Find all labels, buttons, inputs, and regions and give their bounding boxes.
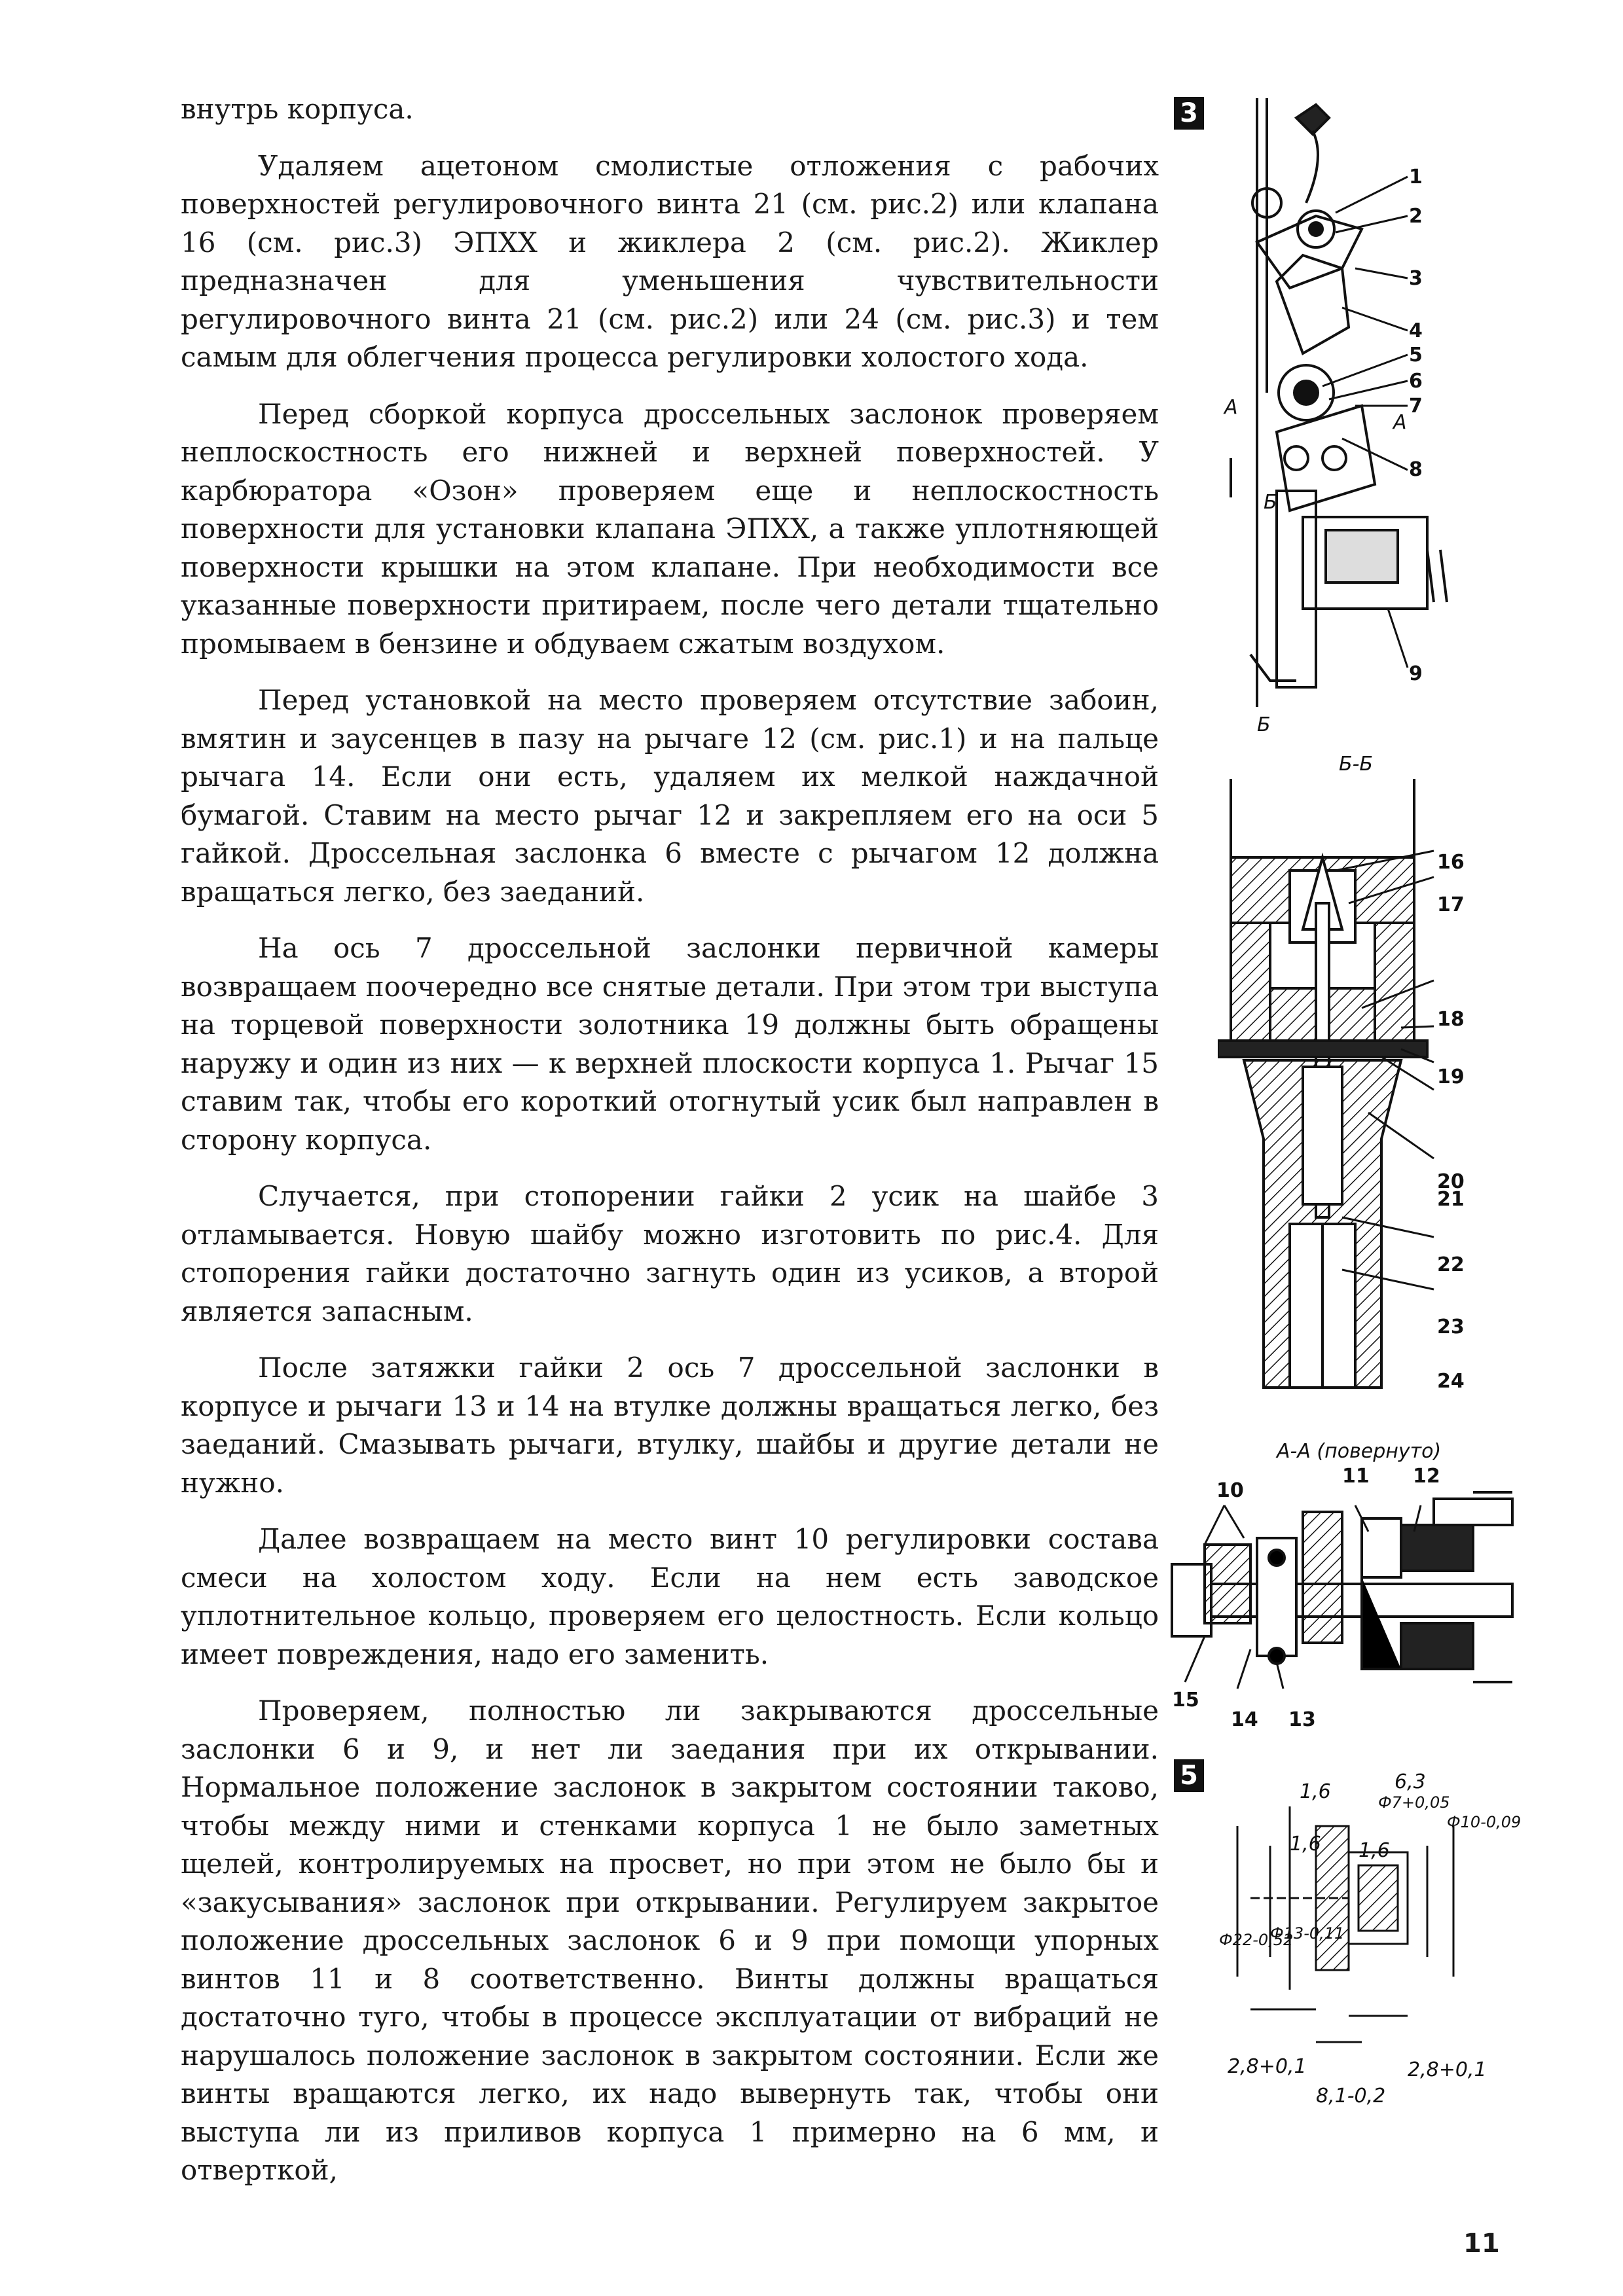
callout-6: 6 [1409,370,1423,393]
paragraph: Перед установкой на место проверяем отсутствие забоин, вмятин и заусенцев в пазу на рычаге 12 (см. рис.1) и на пальце рычага 14. Если они есть, удаляем их мелкой наждачной бумагой. Ставим на место рычаг 12 и закрепляем его на оси 5 гайкой. Дроссельная заслонка 6 вместе с рычагом 12 должна вращаться легко, без заеданий. [181,684,1159,908]
callout-5: 5 [1409,344,1423,367]
paragraph: Случается, при стопорении гайки 2 усик на шайбе 3 отламывается. Новую шайбу можно изготовить по рис.4. Для стопорения гайки достаточно загнуть один из усиков, а второй является запасным. [181,1180,1159,1327]
paragraph: На ось 7 дроссельной заслонки первичной камеры возвращаем поочередно все снятые детали. При этом три выступа на торцевой поверхности золотника 19 должны быть обращены наружу и один из них — к верхней плоскости корпуса 1. Рычаг 15 ставим так, чтобы его короткий отогнутый усик был направлен в сторону корпуса. [181,932,1159,1156]
dim-d10: Ф10-0,09 [1447,1813,1522,1831]
dim-d7: Ф7+0,05 [1378,1793,1450,1812]
callout-3: 3 [1409,267,1423,290]
callout-16: 16 [1437,851,1465,874]
section-aa-drawing [1165,1473,1519,1708]
dim-d22: Ф22-0,52 [1219,1931,1294,1949]
callout-8: 8 [1409,458,1423,481]
paragraph: внутрь корпуса. [181,93,414,125]
figure-5-label: 5 [1174,1759,1204,1792]
callout-12: 12 [1413,1465,1440,1488]
dim-bottom-width: 8,1-0,2 [1316,2085,1386,2108]
callout-22: 22 [1437,1253,1465,1276]
dim-d13: Ф13-0,11 [1270,1924,1345,1943]
paragraph: Далее возвращаем на место винт 10 регулировки состава смеси на холостом ходу. Если на нем есть заводское уплотнительное кольцо, проверяем его целостность. Если кольцо имеет повреждения, надо его заменить. [181,1523,1159,1670]
paragraph: Перед сборкой корпуса дроссельных заслонок проверяем неплоскостность его нижней и верхней поверхностей. У карбюратора «Озон» проверяем еще и неплоскостность поверхности для установки клапана ЭПХХ, а также уплотняющей поверхности крышки на этом клапане. При необходимости все указанные поверхности притираем, после чего детали тщательно промываем в бензине и обдуваем сжатым воздухом. [181,397,1159,660]
section-mark-a-right: A [1393,411,1407,434]
section-mark-a-left: A [1224,396,1238,419]
section-bb-drawing [1218,772,1453,1401]
callout-14: 14 [1231,1708,1258,1731]
body-text [181,90,1159,2208]
section-mark-b-top: Б [1264,491,1277,514]
callout-1: 1 [1409,166,1423,188]
dim-bottom-left: 2,8+0,1 [1228,2055,1307,2078]
callout-21: 21 [1437,1188,1465,1211]
callout-10: 10 [1216,1479,1244,1502]
callout-11: 11 [1342,1465,1370,1488]
page-number: 11 [1463,2229,1500,2259]
dim-left-1: 1,6 [1290,1833,1321,1856]
paragraph: Удаляем ацетоном смолистые отложения с рабочих поверхностей регулировочного винта 21 (см. рис.2) или клапана 16 (см. рис.3) ЭПХХ и жиклера 2 (см. рис.2). Жиклер предназначен для уменьшения чувствительности регулировочного винта 21 (см. рис.2) или 24 (см. рис.3) и тем самым для облегчения процесса регулировки холостого хода. [181,149,1159,373]
section-bb-title: Б-Б [1339,753,1373,776]
dim-bottom-right: 2,8+0,1 [1408,2058,1487,2081]
paragraph: После затяжки гайки 2 ось 7 дроссельной заслонки в корпусе и рычаги 13 и 14 на втулке должны вращаться легко, без заеданий. Смазывать рычаги, втулку, шайбы и другие детали не нужно. [181,1352,1159,1499]
callout-24: 24 [1437,1370,1465,1393]
callout-9: 9 [1409,662,1423,685]
callout-4: 4 [1409,319,1423,342]
callout-20: 20 [1437,1170,1465,1193]
callout-2: 2 [1409,205,1423,228]
dim-mid-1: 1,6 [1359,1839,1390,1862]
callout-17: 17 [1437,893,1465,916]
dim-top-1: 1,6 [1300,1780,1331,1803]
paragraph: Проверяем, полностью ли закрываются дроссельные заслонки 6 и 9, и нет ли заедания при их открывании. Нормальное положение заслонок в закрытом состоянии таково, чтобы между ними и стенками корпуса 1 не было заметных щелей, контролируемых на просвет, но при этом не было бы и «закусывания» заслонок при открывании. Регулируем закрытое положение дроссельных заслонок 6 и 9 при помощи упорных винтов 11 и 8 соответственно. Винты должны вращаться достаточно туго, чтобы в процессе эксплуатации от вибраций не нарушалось положение заслонок в закрытом состоянии. Если же винты вращаются легко, их надо вывернуть так, чтобы они выступа ли из приливов корпуса 1 примерно на 6 мм, и отверткой, [181,1695,1159,2186]
callout-13: 13 [1288,1708,1316,1731]
callout-18: 18 [1437,1008,1465,1031]
dim-roughness: 6,3 [1395,1770,1426,1793]
callout-7: 7 [1409,395,1423,418]
callout-19: 19 [1437,1066,1465,1088]
callout-23: 23 [1437,1316,1465,1338]
section-aa-title: А-А (повернуто) [1277,1440,1442,1463]
section-mark-b-bottom: Б [1257,713,1271,736]
callout-15: 15 [1172,1689,1199,1712]
figure-3-label: 3 [1174,97,1204,130]
